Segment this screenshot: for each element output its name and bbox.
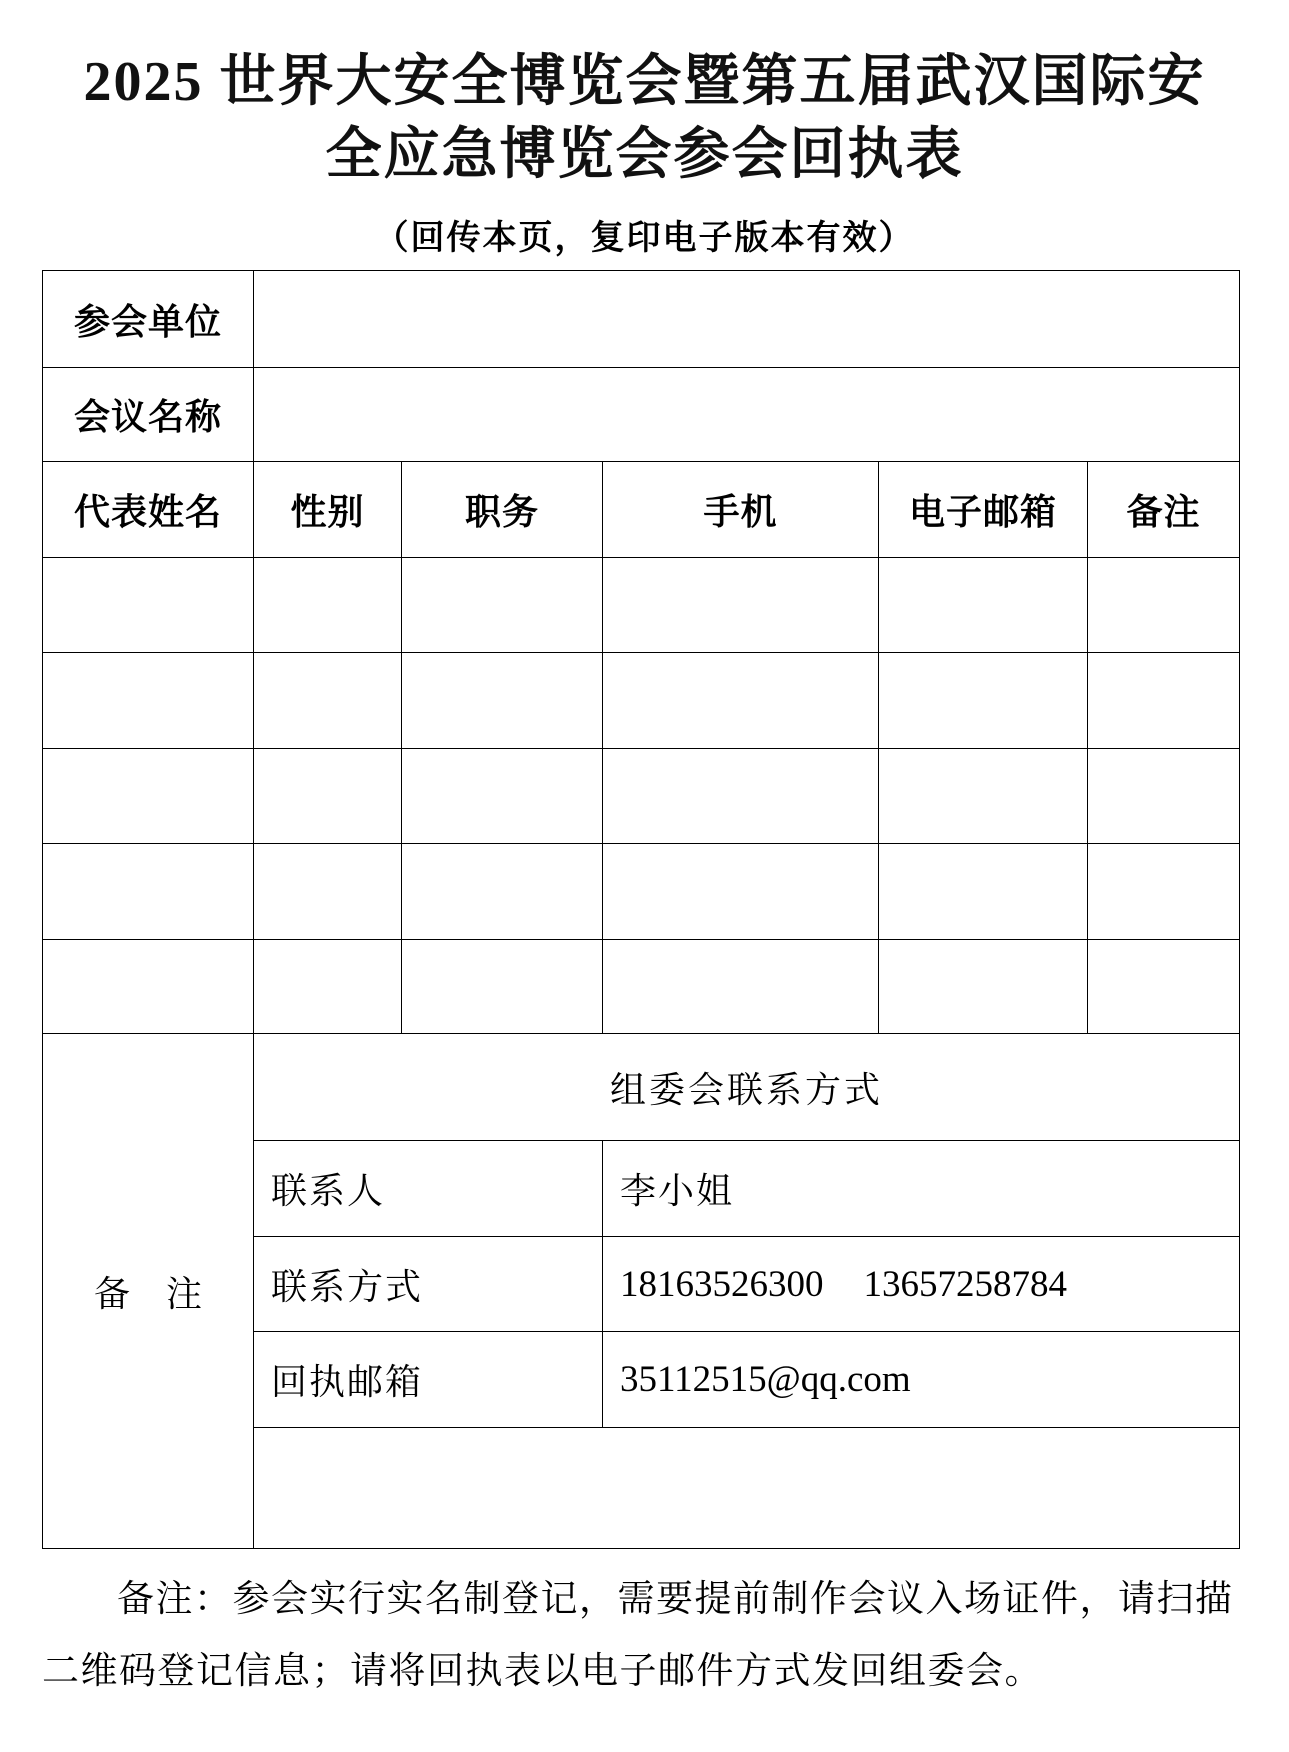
attendee-email-cell[interactable] (879, 558, 1088, 653)
meeting-field[interactable] (254, 368, 1240, 462)
attendee-row (43, 940, 1240, 1034)
attendee-mobile-cell[interactable] (603, 749, 879, 844)
attendee-name-cell[interactable] (43, 653, 254, 749)
notice-line-2: 二维码登记信息；请将回执表以电子邮件方式发回组委会。 (42, 1651, 1043, 1692)
attendee-remark-cell[interactable] (1088, 844, 1240, 940)
attendee-position-cell[interactable] (402, 844, 603, 940)
attendee-row (43, 749, 1240, 844)
attendee-mobile-cell[interactable] (603, 844, 879, 940)
remarks-label: 备 注 (43, 1034, 254, 1549)
attendee-mobile-cell[interactable] (603, 653, 879, 749)
attendee-email-cell[interactable] (879, 749, 1088, 844)
attendee-position-cell[interactable] (402, 558, 603, 653)
meeting-label: 会议名称 (43, 368, 254, 462)
attendee-email-cell[interactable] (879, 844, 1088, 940)
attendee-row (43, 558, 1240, 653)
phone-number-1: 18163526300 (620, 1263, 824, 1305)
column-header-mobile: 手机 (603, 462, 879, 558)
unit-label: 参会单位 (43, 271, 254, 368)
attendee-name-cell[interactable] (43, 940, 254, 1034)
attendee-name-cell[interactable] (43, 558, 254, 653)
phone-number-2: 13657258784 (863, 1263, 1067, 1305)
contact-person-label: 联系人 (254, 1141, 603, 1237)
notice-line-1: 备注：参会实行实名制登记，需要提前制作会议入场证件，请扫描 (117, 1579, 1234, 1620)
attendee-name-cell[interactable] (43, 749, 254, 844)
attendee-row (43, 844, 1240, 940)
attendee-position-cell[interactable] (402, 940, 603, 1034)
document-title (0, 46, 1289, 192)
column-header-gender: 性别 (254, 462, 402, 558)
document-subtitle: （回传本页，复印电子版本有效） (374, 220, 915, 257)
attendee-gender-cell[interactable] (254, 653, 402, 749)
attendee-remark-cell[interactable] (1088, 749, 1240, 844)
remarks-blank-cell[interactable] (254, 1428, 1240, 1549)
title-line-2: 全应急博览会参会回执表 (325, 124, 964, 186)
contact-heading: 组委会联系方式 (254, 1034, 1240, 1141)
attendee-position-cell[interactable] (402, 653, 603, 749)
attendee-gender-cell[interactable] (254, 749, 402, 844)
contact-email-label: 回执邮箱 (254, 1332, 603, 1428)
contact-phone-value (603, 1237, 1240, 1332)
column-header-remark: 备注 (1088, 462, 1240, 558)
attendee-gender-cell[interactable] (254, 940, 402, 1034)
unit-row (43, 271, 1240, 368)
column-header-name: 代表姓名 (43, 462, 254, 558)
attendee-name-cell[interactable] (43, 844, 254, 940)
attendee-remark-cell[interactable] (1088, 558, 1240, 653)
attendee-email-cell[interactable] (879, 940, 1088, 1034)
notice-paragraph (42, 1564, 1239, 1708)
attendee-mobile-cell[interactable] (603, 940, 879, 1034)
attendee-remark-cell[interactable] (1088, 940, 1240, 1034)
attendee-row (43, 653, 1240, 749)
contact-heading-row (43, 1034, 1240, 1141)
attendee-position-cell[interactable] (402, 749, 603, 844)
unit-field[interactable] (254, 271, 1240, 368)
title-line-1: 2025 世界大安全博览会暨第五届武汉国际安 (83, 51, 1206, 113)
attendee-remark-cell[interactable] (1088, 653, 1240, 749)
column-header-email: 电子邮箱 (879, 462, 1088, 558)
contact-person-value: 李小姐 (603, 1141, 1240, 1237)
attendee-gender-cell[interactable] (254, 844, 402, 940)
attendee-email-cell[interactable] (879, 653, 1088, 749)
attendee-mobile-cell[interactable] (603, 558, 879, 653)
attendee-gender-cell[interactable] (254, 558, 402, 653)
registration-table (42, 270, 1240, 1549)
column-header-position: 职务 (402, 462, 603, 558)
contact-phone-label: 联系方式 (254, 1237, 603, 1332)
meeting-row (43, 368, 1240, 462)
attendee-header-row (43, 462, 1240, 558)
contact-email-value: 35112515@qq.com (603, 1332, 1240, 1428)
